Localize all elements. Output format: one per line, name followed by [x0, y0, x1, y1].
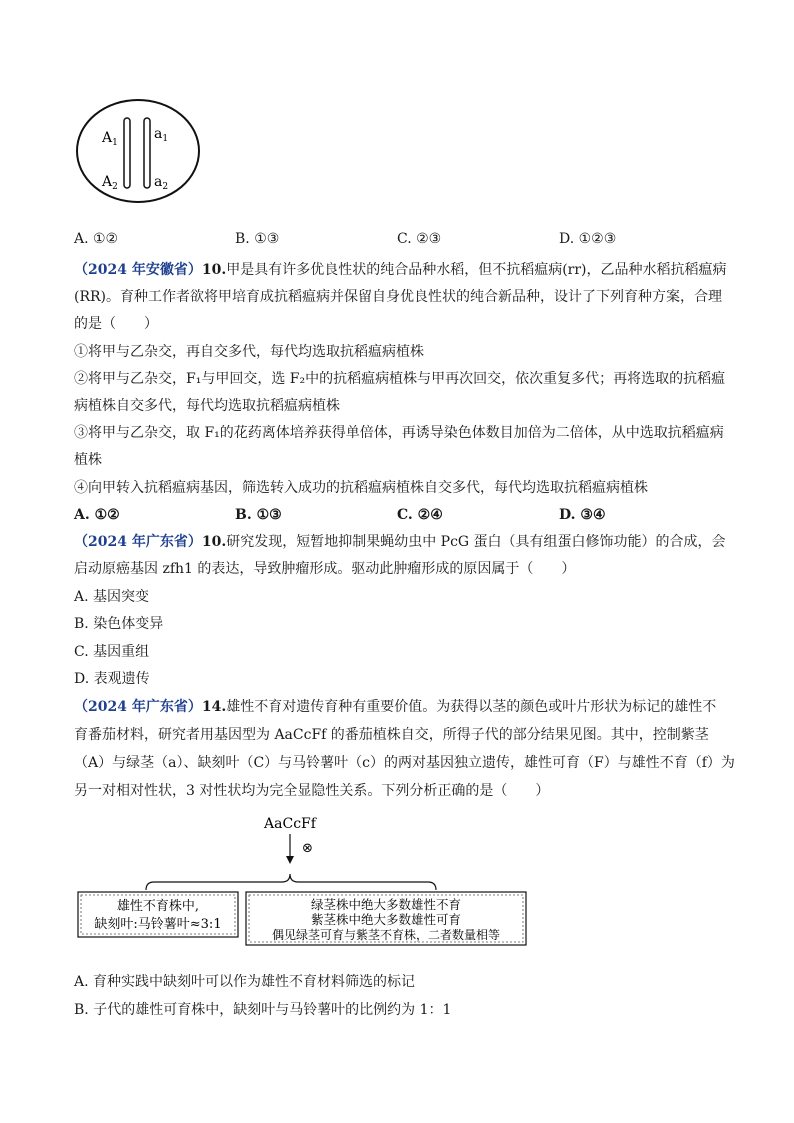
option-b[interactable]: B. 染色体变异	[74, 616, 164, 632]
arrow-head	[286, 856, 294, 864]
option-b[interactable]: B. ①③	[235, 231, 280, 247]
statement-2-cont: 病植株自交多代，每代均选取抗稻瘟病植株	[74, 398, 340, 414]
source-tag: （2024 年安徽省）	[74, 262, 202, 278]
statement-3-cont: 植株	[74, 452, 102, 468]
statement-2: ②将甲与乙杂交，F₁与甲回交，选 F₂中的抗稻瘟病植株与甲再次回交，依次重复多代；再将选取的抗稻瘟	[74, 371, 726, 387]
question-text: 雄性不育对遗传育种有重要价值。为获得以茎的颜色或叶片形状为标记的雄性不	[226, 699, 717, 715]
option-d[interactable]: D. ③④	[559, 507, 606, 523]
question-text: 的是（ ）	[74, 316, 158, 332]
question-stem	[74, 532, 726, 552]
option-a[interactable]: A. 育种实践中缺刻叶可以作为雄性不育材料筛选的标记	[74, 974, 416, 990]
chromosome-left	[124, 118, 130, 188]
left-result-text: 雄性不育株中,	[116, 899, 200, 914]
question-text: （A）与绿茎（a）、缺刻叶（C）与马铃薯叶（c）的两对基因独立遗传，雄性可育（F）与雄性不育（f）为	[74, 755, 735, 771]
gene-label: $A_2$	[102, 174, 118, 192]
option-b[interactable]: B. 子代的雄性可育株中，缺刻叶与马铃薯叶的比例约为 1：1	[74, 1002, 452, 1018]
option-a[interactable]: A. ①②	[74, 507, 120, 523]
chromosome-figure	[74, 98, 204, 208]
selfing-symbol: ⊗	[302, 841, 313, 856]
question-text: (RR)。育种工作者欲将甲培育成抗稻瘟病并保留自身优良性状的纯合新品种，设计了下列育种方案，合理	[74, 289, 723, 305]
statement-4: ④向甲转入抗稻瘟病基因，筛选转入成功的抗稻瘟病植株自交多代，每代均选取抗稻瘟病植株	[74, 480, 648, 496]
question-stem	[74, 697, 716, 717]
chromosome-right	[144, 118, 150, 188]
option-b[interactable]: B. ①③	[235, 507, 282, 523]
option-a[interactable]: A. ①②	[74, 231, 119, 247]
statement-1: ①将甲与乙杂交，再自交多代，每代均选取抗稻瘟病植株	[74, 344, 424, 360]
question-stem	[74, 260, 727, 280]
gene-label: $A_1$	[102, 130, 118, 148]
parent-genotype: AaCcFf	[264, 816, 316, 832]
right-result-text: 绿茎株中绝大多数雄性不育	[310, 897, 462, 912]
statement-3: ③将甲与乙杂交，取 F₁的花药离体培养获得单倍体，再诱导染色体数目加倍为二倍体，从中选取抗稻瘟病	[74, 425, 724, 441]
cross-diagram	[70, 812, 540, 952]
question-number: 14.	[201, 699, 227, 715]
question-text: 另一对相对性状，3 对性状均为完全显隐性关系。下列分析正确的是（ ）	[74, 783, 550, 799]
right-result-text: 紫茎株中绝大多数雄性可育	[310, 912, 462, 927]
q10a-options	[74, 505, 734, 525]
left-result-text: 缺刻叶:马铃薯叶≈3:1	[94, 917, 222, 932]
option-d[interactable]: D. 表观遗传	[74, 671, 150, 687]
source-tag: （2024 年广东省）	[74, 534, 202, 550]
question-text: 研究发现，短暂地抑制果蝇幼虫中 PcG 蛋白（具有组蛋白修饰功能）的合成，会	[226, 534, 726, 550]
brace	[146, 874, 436, 890]
cell-outline	[77, 100, 199, 202]
option-c[interactable]: C. ②④	[397, 507, 443, 523]
option-a[interactable]: A. 基因突变	[74, 589, 150, 605]
question-text: 甲是具有许多优良性状的纯合品种水稻，但不抗稻瘟病(rr)，乙品种水稻抗稻瘟病	[226, 262, 727, 278]
question-text: 启动原癌基因 zfh1 的表达，导致肿瘤形成。驱动此肿瘤形成的原因属于（ ）	[74, 561, 576, 577]
option-d[interactable]: D. ①②③	[559, 231, 617, 247]
question-number: 10.	[201, 262, 227, 278]
q9-options	[74, 229, 734, 249]
right-result-text: 偶见绿茎可育与紫茎不育株，二者数量相等	[271, 928, 501, 942]
question-number: 10.	[201, 534, 227, 550]
gene-label: $a_1$	[154, 126, 169, 144]
question-text: 育番茄材料，研究者用基因型为 AaCcFf 的番茄植株自交，所得子代的部分结果见图。其中，控制紫茎	[74, 727, 709, 743]
option-c[interactable]: C. ②③	[397, 231, 442, 247]
source-tag: （2024 年广东省）	[74, 699, 202, 715]
gene-label: $a_2$	[154, 174, 169, 192]
option-c[interactable]: C. 基因重组	[74, 644, 150, 660]
